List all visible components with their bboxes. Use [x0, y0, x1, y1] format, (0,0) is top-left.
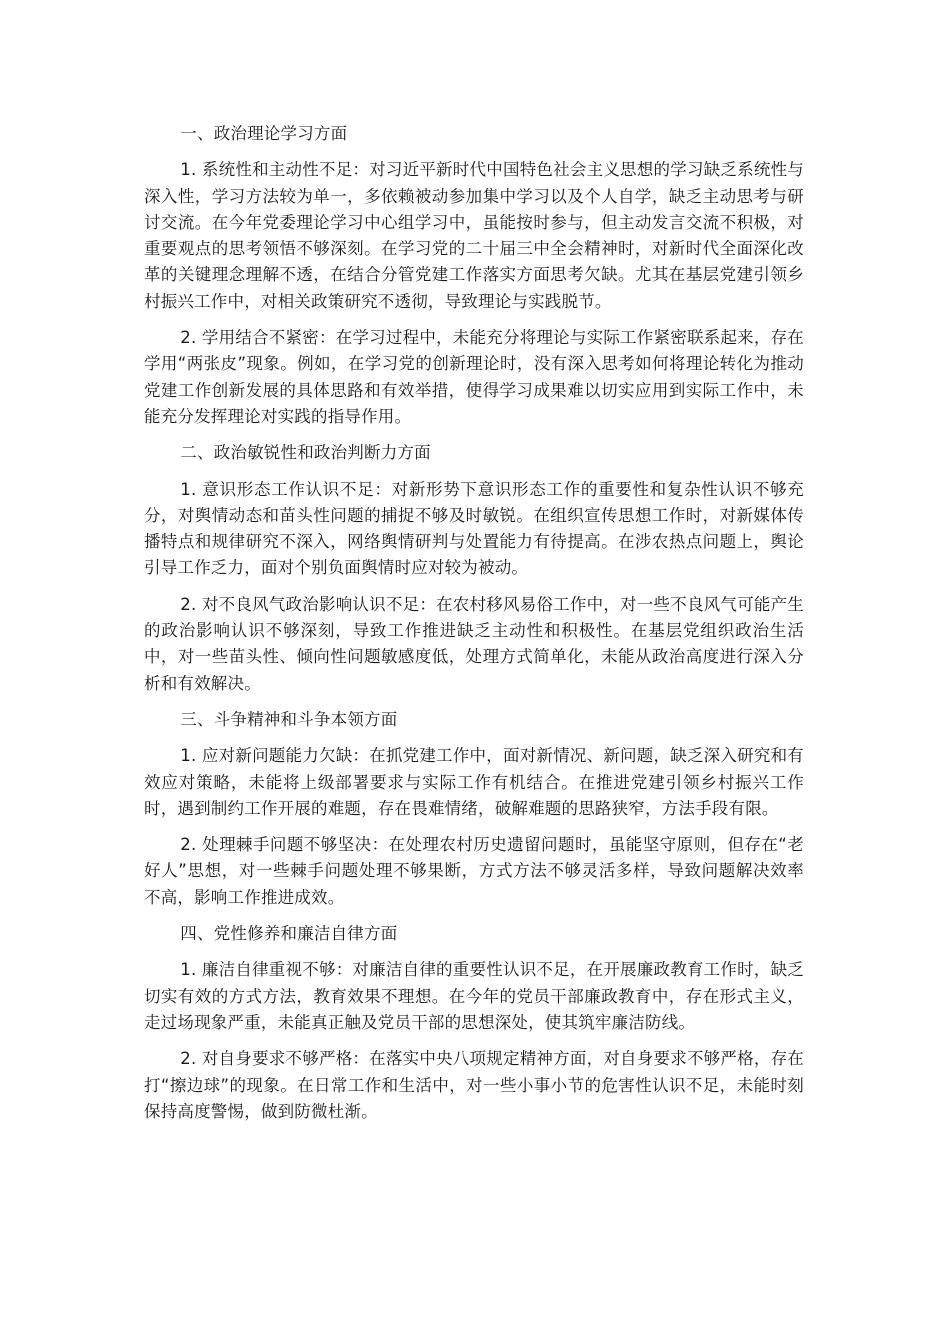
paragraph: 1. 廉洁自律重视不够：对廉洁自律的重要性认识不足，在开展廉政教育工作时，缺乏切实有效的方式方法，教育效果不理想。在今年的党员干部廉政教育中，存在形式主义，走过场现象严重，未能真正触及党员干部的思想深处，使其筑牢廉洁防线。: [144, 960, 804, 1032]
section-heading: 三、斗争精神和斗争本领方面: [180, 709, 398, 729]
document-body: [144, 121, 804, 1135]
section-heading: 二、政治敏锐性和政治判断力方面: [180, 443, 431, 463]
paragraph: 1. 系统性和主动性不足：对习近平新时代中国特色社会主义思想的学习缺乏系统性与深入性，学习方法较为单一，多依赖被动参加集中学习以及个人自学，缺乏主动思考与研讨交流。在今年党委理论学习中心组学习中，虽能按时参与，但主动发言交流不积极，对重要观点的思考领悟不够深刻。在学习党的二十届三中全会精神时，对新时代全面深化改革的关键理念理解不透，在结合分管党建工作落实方面思考欠缺。尤其在基层党建引领乡村振兴工作中，对相关政策研究不透彻，导致理论与实践脱节。: [144, 160, 804, 311]
paragraph: 2. 学用结合不紧密：在学习过程中，未能充分将理论与实际工作紧密联系起来，存在学用“两张皮”现象。例如，在学习党的创新理论时，没有深入思考如何将理论转化为推动党建工作创新发展的具体思路和有效举措，使得学习成果难以切实应用到实际工作中，未能充分发挥理论对实践的指导作用。: [144, 328, 804, 426]
paragraph: 2. 对自身要求不够严格：在落实中央八项规定精神方面，对自身要求不够严格，存在打“擦边球”的现象。在日常工作和生活中，对一些小事小节的危害性认识不足，未能时刻保持高度警惕，做到防微杜渐。: [144, 1049, 804, 1121]
section-heading: 一、政治理论学习方面: [180, 124, 348, 143]
paragraph: 2. 对不良风气政治影响认识不足：在农村移风易俗工作中，对一些不良风气可能产生的政治影响认识不够深刻，导致工作推进缺乏主动性和积极性。在基层党组织政治生活中，对一些苗头性、倾向性问题敏感度低，处理方式简单化，未能从政治高度进行深入分析和有效解决。: [144, 594, 804, 693]
section-heading: 四、党性修养和廉洁自律方面: [180, 924, 398, 944]
paragraph: 1. 意识形态工作认识不足：对新形势下意识形态工作的重要性和复杂性认识不够充分，对舆情动态和苗头性问题的捕捉不够及时敏锐。在组织宣传思想工作时，对新媒体传播特点和规律研究不深入，网络舆情研判与处置能力有待提高。在涉农热点问题上，舆论引导工作乏力，面对个别负面舆情时应对较为被动。: [144, 479, 804, 578]
paragraph: 1. 应对新问题能力欠缺：在抓党建工作中，面对新情况、新问题，缺乏深入研究和有效应对策略，未能将上级部署要求与实际工作有机结合。在推进党建引领乡村振兴工作时，遇到制约工作开展的难题，存在畏难情绪，破解难题的思路狭窄，方法手段有限。: [144, 746, 804, 818]
paragraph: 2. 处理棘手问题不够坚决：在处理农村历史遗留问题时，虽能坚守原则，但存在“老好人”思想，对一些棘手问题处理不够果断，方式方法不够灵活多样，导致问题解决效率不高，影响工作推进成效。: [144, 835, 804, 907]
